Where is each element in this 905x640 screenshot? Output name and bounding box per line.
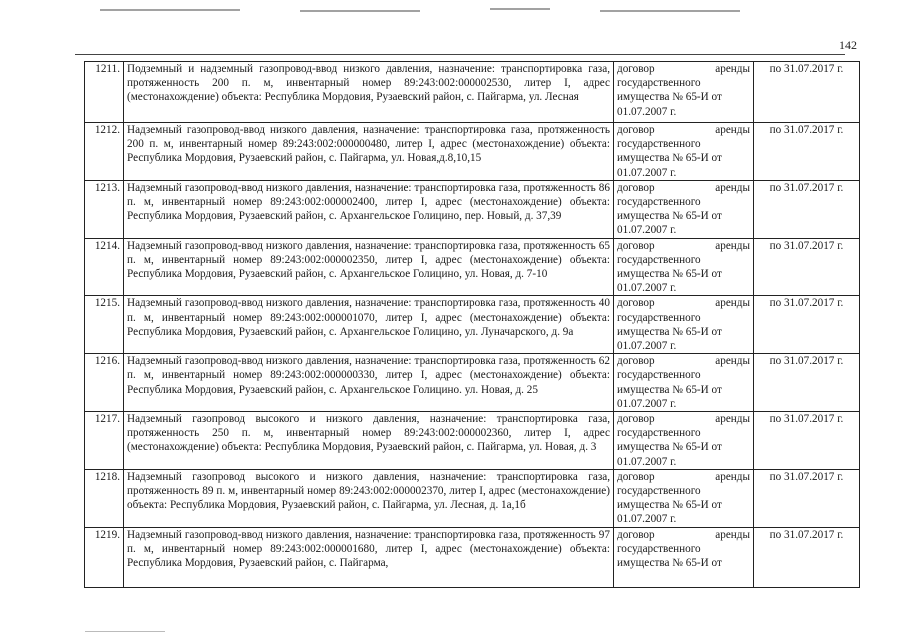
object-description: Надземный газопровод-ввод низкого давления, назначение: транспортировка газа, протяженность 200 п. м, инвентарный номер 89:243:002:000000480, литер I, адрес (местонахождение) объекта: Республика Мордовия, Рузаевский район, с. Пайгарма, ул. Новая,д.8,10,15 [127,124,610,165]
basis-word-lease: аренды [715,124,750,136]
row-number: 1213. [94,181,120,194]
object-description: Надземный газопровод-ввод низкого давления, назначение: транспортировка газа, протяженность 86 п. м, инвентарный номер 89:243:002:000002400, литер I, адрес (местонахождение) объекта: Республика Мордовия, Рузаевский район, с. Архангельское Голицино, пер. Новый, д. 37,39 [127,181,610,223]
scan-artifact-bottom [85,631,165,632]
object-description-cell [124,412,614,470]
basis-first-line [617,62,750,76]
row-number-cell [85,412,124,470]
term-cell [754,527,860,587]
object-description: Надземный газопровод-ввод низкого давления, назначение: транспортировка газа, протяженность 97 п. м, инвентарный номер 89:243:002:000001680, литер I, адрес (местонахождение) объекта: Республика Мордовия, Рузаевский район, с. Пайгарма, [127,528,610,570]
basis-document-cell [614,412,754,470]
term-date: по 31.07.2017 г. [769,528,844,541]
term-date: по 31.07.2017 г. [769,124,844,136]
row-number-cell [85,123,124,181]
term-date: по 31.07.2017 г. [769,63,844,75]
basis-word-contract: договор [617,124,655,136]
object-description-cell [124,62,614,123]
basis-document-cell [614,527,754,587]
basis-first-line [617,470,750,484]
basis-document-cell [614,123,754,181]
term-cell [754,354,860,412]
basis-first-line [617,296,750,310]
basis-word-lease: аренды [715,355,750,368]
row-number-cell [85,469,124,527]
basis-document-details: государственного имущества № 65-И от 01.07.2007 г. [617,485,722,526]
basis-word-contract: договор [617,355,655,368]
basis-document-details: государственного имущества № 65-И от 01.07.2007 г. [617,253,722,295]
row-number: 1219. [94,528,120,541]
row-number: 1215. [94,297,120,310]
basis-first-line [617,239,750,253]
basis-document-cell [614,469,754,527]
row-number-cell [85,238,124,296]
term-cell [754,123,860,181]
basis-word-lease: аренды [715,413,750,426]
object-description: Подземный и надземный газопровод-ввод низкого давления, назначение: транспортировка газа, протяженность 200 п. м, инвентарный номер 89:243:002:000002530, литер I, адрес (местонахождение) объекта: Республика Мордовия, Рузаевский район, с. Пайгарма, ул. Лесная [127,63,610,104]
basis-word-lease: аренды [715,63,750,75]
table-row [85,412,860,470]
page-number: 142 [839,38,857,52]
basis-word-contract: договор [617,239,655,252]
row-number: 1218. [94,470,120,483]
basis-document-details: государственного имущества № 65-И от 01.07.2007 г. [617,311,722,353]
basis-word-contract: договор [617,297,655,310]
basis-word-lease: аренды [715,528,750,541]
object-description: Надземный газопровод-ввод низкого давления, назначение: транспортировка газа, протяженность 62 п. м, инвентарный номер 89:243:002:000000330, литер I, адрес (местонахождение) объекта: Республика Мордовия, Рузаевский район, с. Архангельское Голицино. ул. Новая, д. 25 [127,355,610,396]
basis-document-cell [614,354,754,412]
row-number: 1212. [94,124,120,136]
term-cell [754,180,860,238]
object-description: Надземный газопровод-ввод низкого давления, назначение: транспортировка газа, протяженность 40 п. м, инвентарный номер 89:243:002:000001070, литер I, адрес (местонахождение) объекта: Республика Мордовия, Рузаевский район, с. Архангельское Голицино, ул. Луначарского, д. 9а [127,297,610,338]
basis-document-cell [614,296,754,354]
basis-document-details: государственного имущества № 65-И от 01.07.2007 г. [617,77,722,118]
basis-word-contract: договор [617,470,655,483]
scan-artifact-top [70,8,875,14]
basis-word-contract: договор [617,63,655,75]
term-date: по 31.07.2017 г. [769,355,844,368]
term-date: по 31.07.2017 г. [769,297,844,310]
basis-word-lease: аренды [715,181,750,194]
term-date: по 31.07.2017 г. [769,413,844,426]
object-description-cell [124,296,614,354]
table-row [85,469,860,527]
row-number-cell [85,527,124,587]
row-number-cell [85,296,124,354]
object-description: Надземный газопровод высокого и низкого давления, назначение: транспортировка газа, протяженность 89 п. м, инвентарный номер 89:243:002:000002370, литер I, адрес (местонахождение) объекта: Республика Мордовия, Рузаевский район, с. Пайгарма, ул. Лесная, д. 1а,1б [127,470,610,512]
object-description-cell [124,469,614,527]
object-description-cell [124,354,614,412]
term-cell [754,412,860,470]
basis-document-details: государственного имущества № 65-И от [617,542,722,570]
term-date: по 31.07.2017 г. [769,181,844,194]
table-row [85,123,860,181]
basis-document-details: государственного имущества № 65-И от 01.07.2007 г. [617,369,722,410]
term-date: по 31.07.2017 г. [769,470,844,483]
term-cell [754,469,860,527]
table-row [85,296,860,354]
basis-document-cell [614,62,754,123]
basis-first-line [617,181,750,195]
row-number-cell [85,180,124,238]
object-description: Надземный газопровод-ввод низкого давления, назначение: транспортировка газа, протяженность 65 п. м, инвентарный номер 89:243:002:000002350, литер I, адрес (местонахождение) объекта: Республика Мордовия, Рузаевский район, с. Архангельское Голицино, ул. Новая, д. 7-10 [127,239,610,281]
term-cell [754,296,860,354]
table-row [85,180,860,238]
basis-word-lease: аренды [715,297,750,310]
registry-table-body [85,62,860,588]
basis-document-details: государственного имущества № 65-И от 01.07.2007 г. [617,427,722,468]
row-number-cell [85,62,124,123]
table-row [85,62,860,123]
table-row [85,238,860,296]
property-registry-table [84,61,860,588]
row-number: 1217. [94,413,120,426]
object-description-cell [124,123,614,181]
object-description-cell [124,238,614,296]
basis-word-lease: аренды [715,470,750,483]
basis-first-line [617,412,750,426]
basis-word-contract: договор [617,528,655,541]
term-cell [754,238,860,296]
table-row [85,527,860,587]
basis-document-details: государственного имущества № 65-И от 01.07.2007 г. [617,138,722,179]
header-rule [75,54,845,55]
basis-word-contract: договор [617,181,655,194]
object-description: Надземный газопровод высокого и низкого давления, назначение: транспортировка газа, протяженность 250 п. м, инвентарный номер 89:243:002:000002360, литер I, адрес (местонахождение) объекта: Республика Мордовия, Рузаевский район, с. Пайгарма, ул. Новая, д. 3 [127,413,610,454]
term-cell [754,62,860,123]
basis-first-line [617,123,750,137]
basis-word-contract: договор [617,413,655,426]
basis-first-line [617,354,750,368]
basis-first-line [617,528,750,542]
table-row [85,354,860,412]
row-number: 1216. [94,355,120,368]
row-number-cell [85,354,124,412]
basis-document-cell [614,180,754,238]
object-description-cell [124,527,614,587]
row-number: 1211. [95,63,120,75]
term-date: по 31.07.2017 г. [769,239,844,252]
basis-document-details: государственного имущества № 65-И от 01.07.2007 г. [617,196,722,237]
object-description-cell [124,180,614,238]
basis-word-lease: аренды [715,239,750,252]
basis-document-cell [614,238,754,296]
row-number: 1214. [94,239,120,252]
